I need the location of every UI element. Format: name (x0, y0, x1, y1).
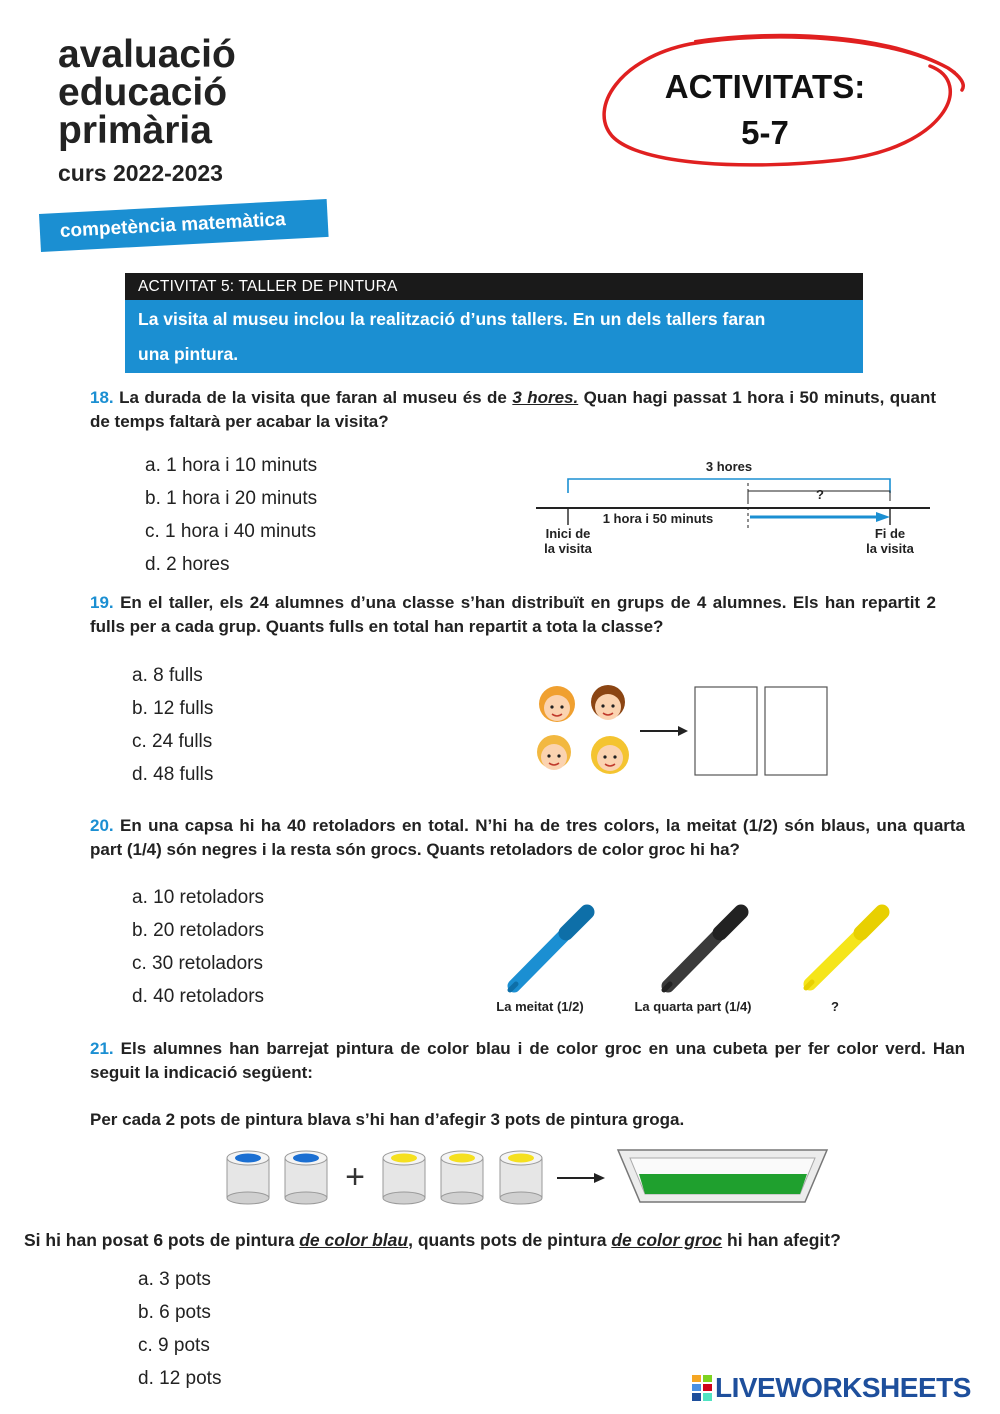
question-text: En el taller, els 24 alumnes d’una classe s’han distribuït en grups de 4 alumnes. Els han repartit 2 fulls per a cada grup. Quants fulls en total han repartit a tota la classe? (90, 593, 936, 636)
elapsed-label: 1 hora i 50 minuts (602, 511, 714, 526)
blue-paint-pot-icon (227, 1151, 269, 1204)
question-21 (90, 1037, 965, 1085)
question-text: Si hi han posat 6 pots de pintura (24, 1230, 295, 1250)
end-label: la visita (866, 541, 914, 556)
intro-line: La visita al museu inclou la realització d’uns tallers. En un dels tallers faran (138, 309, 766, 329)
plus-sign: + (345, 1158, 365, 1196)
unknown-label: ? (816, 487, 824, 502)
yellow-paint-pot-icon (500, 1151, 542, 1204)
options-20 (132, 881, 264, 1013)
sheet-icon (765, 687, 827, 775)
sheet-icon (695, 687, 757, 775)
question-20 (90, 814, 965, 862)
blue-paint-pot-icon (285, 1151, 327, 1204)
question-number: 18. (90, 388, 114, 407)
title-line: avaluació (58, 33, 236, 76)
answer-option[interactable]: b. 1 hora i 20 minuts (145, 488, 318, 509)
answer-option[interactable]: c. 1 hora i 40 minuts (145, 521, 317, 542)
page-title (58, 33, 236, 152)
blue-marker-label: La meitat (1/2) (496, 999, 584, 1014)
answer-option[interactable]: d. 48 fulls (132, 764, 214, 785)
question-19 (90, 591, 936, 639)
activities-range: 5-7 (741, 114, 789, 151)
answer-option[interactable]: d. 40 retoladors (132, 986, 265, 1007)
logo-icon (692, 1375, 712, 1401)
mixing-rule: Per cada 2 pots de pintura blava s’hi han d’afegir 3 pots de pintura groga. (90, 1110, 685, 1129)
activities-label (600, 64, 930, 156)
competence-badge: competència matemàtica (39, 199, 329, 252)
question-text: hi han afegit? (727, 1230, 841, 1250)
title-line: educació (58, 71, 228, 114)
brand-name: LIVEWORKSHEETS (715, 1372, 971, 1403)
answer-option[interactable]: a. 8 fulls (132, 665, 203, 686)
end-label: Fi de (874, 526, 906, 541)
child-face-icon (539, 686, 575, 722)
emphasis-text: 3 hores. (512, 388, 579, 407)
paint-tray-icon (618, 1150, 827, 1202)
yellow-marker-label: ? (831, 999, 839, 1014)
activities-stamp (600, 28, 970, 178)
paint-mix-figure (215, 1140, 835, 1215)
start-label: Inici de (545, 526, 591, 541)
blue-marker-icon (510, 912, 587, 990)
liveworksheets-logo[interactable] (692, 1373, 971, 1403)
answer-option[interactable]: a. 1 hora i 10 minuts (145, 455, 318, 476)
options-18 (145, 449, 317, 581)
emphasis-text: de color groc (611, 1230, 723, 1250)
answer-option[interactable]: d. 2 hores (145, 554, 230, 575)
group-sheets-figure (530, 678, 840, 783)
question-text: En una capsa hi ha 40 retoladors en total. N’hi ha de tres colors, la meitat (1/2) són blaus, una quarta part (1/4) són negres i la resta són grocs. Quants retoladors de color groc hi ha? (90, 816, 965, 859)
child-face-icon (537, 735, 571, 770)
activities-title: ACTIVITATS: (664, 68, 866, 105)
answer-option[interactable]: b. 20 retoladors (132, 920, 265, 941)
question-21-ask (24, 1228, 984, 1252)
question-text: Els alumnes han barrejat pintura de color blau i de color groc en una cubeta per fer color verd. Han seguit la indicació següent: (90, 1039, 965, 1082)
arrow-head-icon (594, 1173, 605, 1183)
activity-header: ACTIVITAT 5: TALLER DE PINTURA (125, 273, 863, 300)
question-text: La durada de la visita que faran al museu és de (119, 388, 507, 407)
markers-figure (480, 900, 900, 1020)
arrow-head-icon (678, 726, 688, 736)
answer-option[interactable]: c. 9 pots (138, 1335, 210, 1356)
timeline-figure (530, 455, 940, 565)
child-face-icon (591, 736, 629, 774)
answer-option[interactable]: a. 10 retoladors (132, 887, 265, 908)
black-marker-icon (664, 912, 741, 990)
question-text: , quants pots de pintura (408, 1230, 607, 1250)
answer-option[interactable]: c. 30 retoladors (132, 953, 263, 974)
school-year: curs 2022-2023 (58, 160, 223, 186)
answer-option[interactable]: b. 12 fulls (132, 698, 214, 719)
activity-intro (125, 300, 863, 373)
intro-line: una pintura. (138, 344, 239, 364)
answer-option[interactable]: d. 12 pots (138, 1368, 222, 1389)
question-number: 19. (90, 593, 114, 612)
emphasis-text: de color blau (299, 1230, 409, 1250)
question-text: Quan hagi passat 1 hora i 50 minuts, quant de temps faltarà per acabar la visita? (90, 388, 936, 431)
question-number: 21. (90, 1039, 114, 1058)
black-marker-label: La quarta part (1/4) (634, 999, 752, 1014)
answer-option[interactable]: c. 24 fulls (132, 731, 213, 752)
options-21 (138, 1263, 221, 1395)
question-number: 20. (90, 816, 114, 835)
answer-option[interactable]: a. 3 pots (138, 1269, 211, 1290)
title-line: primària (58, 109, 212, 152)
question-18 (90, 386, 936, 434)
options-19 (132, 659, 213, 791)
start-label: la visita (544, 541, 592, 556)
yellow-marker-icon (806, 912, 882, 988)
yellow-paint-pot-icon (383, 1151, 425, 1204)
child-face-icon (591, 685, 625, 720)
total-label: 3 hores (705, 459, 753, 474)
answer-option[interactable]: b. 6 pots (138, 1302, 211, 1323)
yellow-paint-pot-icon (441, 1151, 483, 1204)
arrow-head-icon (876, 512, 890, 522)
